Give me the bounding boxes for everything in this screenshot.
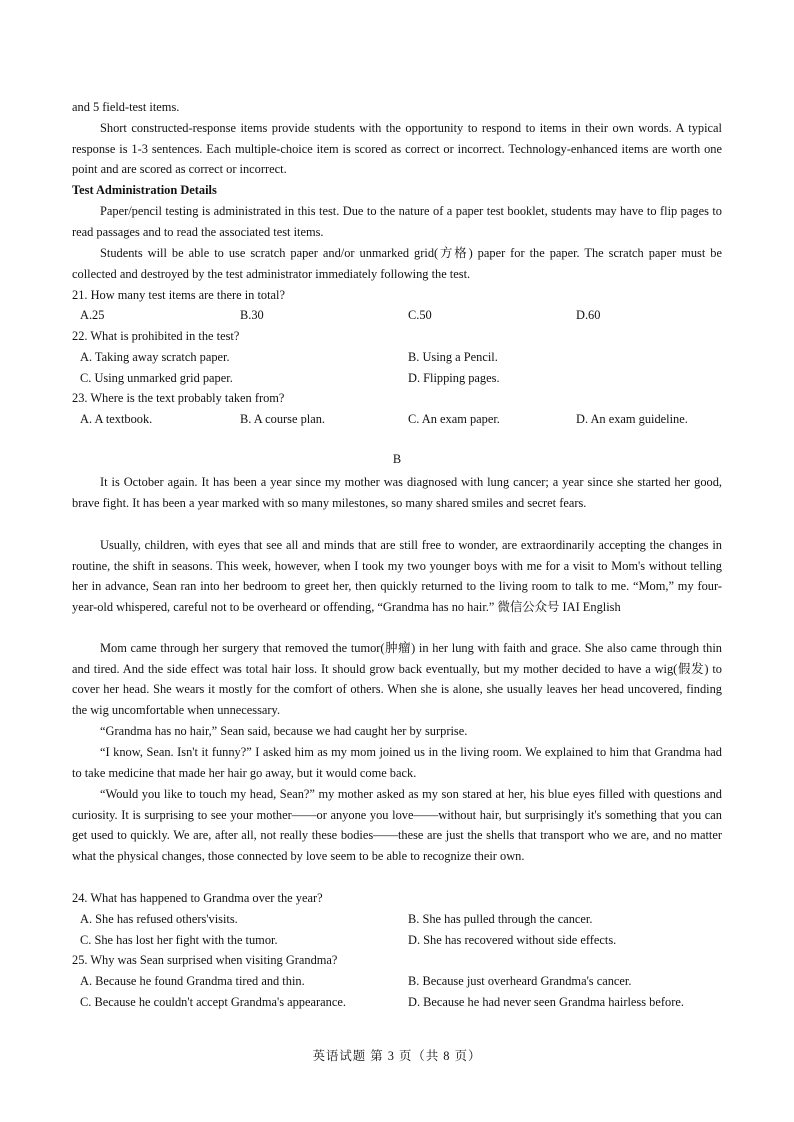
q21-option-d: D.60: [576, 308, 601, 322]
passage-b-para-4: “Grandma has no hair,” Sean said, because we had caught her by surprise.: [100, 724, 468, 738]
passage-b-para-5: “I know, Sean. Isn't it funny?” I asked him as my mom joined us in the living room. We explained to him that Grandma had to take medicine that made her hair go away, but it would come back.: [72, 745, 722, 780]
q25-option-b: B. Because just overheard Grandma's cancer.: [408, 974, 632, 988]
q22-option-d: D. Flipping pages.: [408, 371, 500, 385]
q23-option-c: C. An exam paper.: [408, 412, 500, 426]
q21-option-a: A.25: [80, 308, 105, 322]
passage-a-para-1: Short constructed-response items provide students with the opportunity to respond to items in their own words. A typical response is 1-3 sentences. Each multiple-choice item is scored as correct or incorrect. Technology-enhanced items are worth one point and are scored as correct or incorrect.: [72, 121, 722, 177]
question-23-stem: 23. Where is the text probably taken from?: [72, 391, 285, 405]
passage-b-para-2: Usually, children, with eyes that see all and minds that are still free to wonder, are extraordinarily accepting the changes in routine, the shift in seasons. This week, however, when I took my two younger boys with me for a visit to Mom's without telling her in advance, Sean ran into her bedroom to greet her, then quickly returned to the living room to talk to me. “Mom,” my four-year-old whispered, careful not to be overheard or offending, “Grandma has no hair.” 微信公众号 IAI English: [72, 538, 722, 615]
q22-option-b: B. Using a Pencil.: [408, 350, 498, 364]
q22-option-c: C. Using unmarked grid paper.: [80, 371, 233, 385]
section-heading: Test Administration Details: [72, 183, 217, 197]
section-b-label: B: [392, 452, 402, 466]
q21-option-b: B.30: [240, 308, 264, 322]
question-24-stem: 24. What has happened to Grandma over the year?: [72, 891, 323, 905]
passage-a-para-3: Students will be able to use scratch paper and/or unmarked grid(方格) paper for the paper. The scratch paper must be collected and destroyed by the test administrator immediately following the test.: [72, 246, 722, 281]
q25-option-d: D. Because he had never seen Grandma hairless before.: [408, 995, 684, 1009]
q24-option-b: B. She has pulled through the cancer.: [408, 912, 593, 926]
q25-option-c: C. Because he couldn't accept Grandma's appearance.: [80, 995, 346, 1009]
q23-option-a: A. A textbook.: [80, 412, 153, 426]
passage-a-para-2: Paper/pencil testing is administrated in this test. Due to the nature of a paper test booklet, students may have to flip pages to read passages and to read the associated test items.: [72, 204, 722, 239]
question-22-stem: 22. What is prohibited in the test?: [72, 329, 240, 343]
q21-option-c: C.50: [408, 308, 432, 322]
q24-option-a: A. She has refused others'visits.: [80, 912, 238, 926]
q24-option-c: C. She has lost her fight with the tumor.: [80, 933, 278, 947]
q25-option-a: A. Because he found Grandma tired and thin.: [80, 974, 305, 988]
question-21-stem: 21. How many test items are there in total?: [72, 288, 285, 302]
passage-a-continuation: and 5 field-test items.: [72, 100, 180, 114]
page-footer: 英语试题 第 3 页（共 8 页）: [312, 1049, 482, 1063]
q23-option-d: D. An exam guideline.: [576, 412, 688, 426]
q24-option-d: D. She has recovered without side effects.: [408, 933, 617, 947]
passage-b-para-3: Mom came through her surgery that removed the tumor(肿瘤) in her lung with faith and grace. She also came through thin and tired. And the side effect was total hair loss. It should grow back eventually, but my mother decided to have a wig(假发) to cover her head. She wears it mostly for the comfort of others. When she is alone, she usually leaves her head uncovered, finding the wig uncomfortable when unnecessary.: [72, 641, 722, 718]
question-25-stem: 25. Why was Sean surprised when visiting Grandma?: [72, 953, 338, 967]
passage-b-para-1: It is October again. It has been a year since my mother was diagnosed with lung cancer; a year since she started her good, brave fight. It has been a year marked with so many milestones, so many shared smiles and secret fears.: [72, 475, 722, 510]
passage-b-para-6: “Would you like to touch my head, Sean?” my mother asked as my son stared at her, his blue eyes filled with questions and curiosity. It is surprising to see your mother——or anyone you love——without hair, but surprisingly it's something that you can get used to quickly. We are, after all, not really these bodies——these are just the shells that transport who we are, and no matter what the physical changes, those connected by love seem to be able to recognize their own.: [72, 787, 722, 864]
q22-option-a: A. Taking away scratch paper.: [80, 350, 230, 364]
q23-option-b: B. A course plan.: [240, 412, 326, 426]
